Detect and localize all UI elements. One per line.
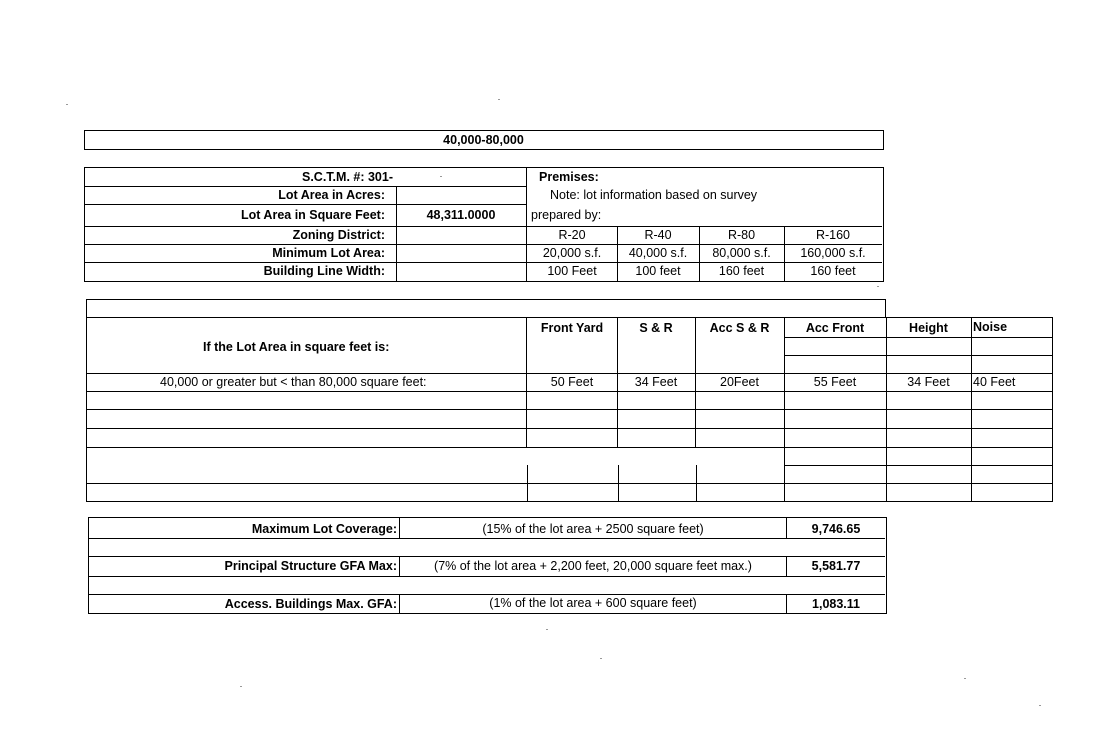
col-divider — [784, 317, 785, 502]
col-divider — [618, 465, 619, 501]
front-yard-value: 50 Feet — [550, 375, 594, 389]
row-divider — [86, 409, 1053, 410]
min-lot-area-label: Minimum Lot Area: — [272, 246, 385, 260]
district-name: R-80 — [727, 228, 756, 242]
district-width: 160 feet — [810, 264, 856, 278]
row-divider — [784, 355, 1053, 356]
col-divider — [971, 317, 972, 502]
access-buildings-gfa-value: 1,083.11 — [812, 597, 860, 611]
row-divider — [85, 262, 882, 263]
row-divider — [86, 317, 1053, 318]
survey-note: Note: lot information based on survey — [550, 188, 758, 202]
row-divider — [86, 373, 1053, 374]
building-line-width-label: Building Line Width: — [263, 264, 385, 278]
scan-speck — [498, 99, 500, 100]
lot-area-sqft-label: Lot Area in Square Feet: — [240, 208, 385, 222]
row-divider — [89, 556, 885, 557]
col-divider — [696, 465, 697, 501]
principal-gfa-label: Principal Structure GFA Max: — [224, 559, 397, 573]
col-divider — [396, 186, 397, 281]
scan-speck — [877, 286, 879, 287]
district-width: 100 feet — [635, 264, 681, 278]
lot-area-range: 40,000 or greater but < than 80,000 square feet: — [160, 375, 427, 389]
side-rear-value: 34 Feet — [634, 375, 678, 389]
row-divider — [85, 186, 527, 187]
acc-front-value: 55 Feet — [813, 375, 857, 389]
side-rear-header: S & R — [639, 321, 673, 335]
scan-speck — [240, 686, 242, 687]
scan-speck — [1039, 705, 1041, 706]
row-divider — [89, 538, 885, 539]
row-divider — [86, 447, 1053, 448]
max-lot-coverage-value: 9,746.65 — [811, 522, 861, 536]
table-border — [86, 501, 1053, 502]
height-value: 34 Feet — [907, 375, 950, 389]
acc-front-header: Acc Front — [805, 321, 865, 335]
scan-speck — [964, 678, 966, 679]
acc-side-rear-header: Acc S & R — [709, 321, 770, 335]
lot-area-condition-label: If the Lot Area in square feet is: — [203, 340, 390, 354]
lot-area-sqft-value: 48,311.0000 — [426, 208, 496, 222]
district-min-area: 20,000 s.f. — [542, 246, 602, 260]
document-title: 40,000-80,000 — [443, 133, 524, 147]
access-buildings-gfa-label: Access. Buildings Max. GFA: — [224, 597, 397, 611]
district-min-area: 80,000 s.f. — [712, 246, 771, 260]
front-yard-header: Front Yard — [540, 321, 604, 335]
lot-area-acres-label: Lot Area in Acres: — [278, 188, 385, 202]
lot-info-table — [84, 167, 884, 282]
max-lot-coverage-formula: (15% of the lot area + 2500 square feet) — [482, 522, 704, 536]
row-divider — [85, 244, 882, 245]
max-lot-coverage-label: Maximum Lot Coverage: — [251, 522, 397, 536]
principal-gfa-value: 5,581.77 — [811, 559, 861, 573]
scan-speck — [600, 658, 602, 659]
district-name: R-20 — [558, 228, 586, 242]
row-divider — [85, 226, 882, 227]
col-divider — [527, 465, 528, 501]
scan-speck — [546, 629, 548, 630]
table-border — [86, 299, 886, 300]
district-name: R-40 — [644, 228, 672, 242]
row-divider — [86, 483, 1053, 484]
row-divider — [86, 428, 1053, 429]
district-min-area: 160,000 s.f. — [800, 246, 866, 260]
row-divider — [89, 576, 885, 577]
access-buildings-gfa-formula: (1% of the lot area + 600 square feet) — [489, 596, 697, 610]
row-divider — [85, 204, 527, 205]
noise-value: 40 Feet — [973, 375, 1016, 389]
district-min-area: 40,000 s.f. — [628, 246, 688, 260]
survey-note-prepared-by: prepared by: — [531, 208, 602, 222]
principal-gfa-formula: (7% of the lot area + 2,200 feet, 20,000 square feet max.) — [434, 559, 752, 573]
title-box — [84, 130, 884, 150]
row-divider — [784, 337, 1053, 338]
zoning-district-label: Zoning District: — [292, 228, 385, 242]
row-divider — [89, 594, 885, 595]
row-divider — [784, 465, 1053, 466]
premises-label: Premises: — [539, 170, 599, 184]
sctm-label: S.C.T.M. #: 301- — [302, 170, 393, 184]
table-border — [885, 299, 886, 317]
col-divider — [886, 317, 887, 502]
height-header: Height — [909, 321, 948, 335]
noise-header: Noise — [973, 320, 1008, 334]
coverage-table — [88, 517, 887, 614]
district-name: R-160 — [815, 228, 851, 242]
scan-speck — [66, 104, 68, 105]
scan-speck — [440, 176, 442, 177]
acc-side-rear-value: 20Feet — [720, 375, 759, 389]
table-border — [86, 299, 87, 502]
row-divider — [86, 391, 1053, 392]
district-width: 100 Feet — [547, 264, 597, 278]
district-width: 160 feet — [718, 264, 765, 278]
